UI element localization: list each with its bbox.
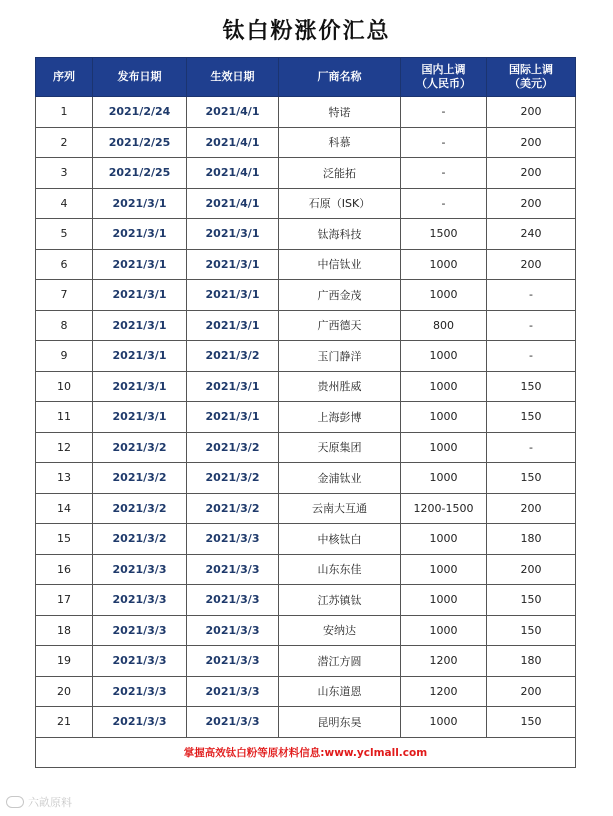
manufacturer-cell: 泛能拓 (279, 158, 401, 189)
publish-date-cell: 2021/3/1 (93, 402, 187, 433)
international-increase-cell: 200 (487, 158, 576, 189)
footer-note: 掌握高效钛白粉等原材料信息:www.yclmall.com (36, 737, 576, 767)
international-increase-cell: 200 (487, 188, 576, 219)
table-row (36, 219, 576, 250)
effective-date-cell: 2021/3/2 (187, 432, 279, 463)
domestic-increase-cell: 1000 (401, 707, 487, 738)
international-increase-cell: 150 (487, 371, 576, 402)
international-increase-cell: 200 (487, 493, 576, 524)
table-row (36, 554, 576, 585)
table-header (36, 58, 576, 97)
publish-date-cell: 2021/3/1 (93, 371, 187, 402)
effective-date-cell: 2021/4/1 (187, 97, 279, 128)
publish-date-cell: 2021/3/1 (93, 188, 187, 219)
row-index-cell: 4 (36, 188, 93, 219)
manufacturer-cell: 天原集团 (279, 432, 401, 463)
header-international-line1: 国际上调 (509, 63, 553, 76)
domestic-increase-cell: 1000 (401, 524, 487, 555)
international-increase-cell: 150 (487, 707, 576, 738)
row-index-cell: 12 (36, 432, 93, 463)
table-row (36, 127, 576, 158)
publish-date-cell: 2021/3/3 (93, 554, 187, 585)
table-row (36, 646, 576, 677)
manufacturer-cell: 中核钛白 (279, 524, 401, 555)
manufacturer-cell: 钛海科技 (279, 219, 401, 250)
international-increase-cell: 200 (487, 676, 576, 707)
domestic-increase-cell: 1000 (401, 280, 487, 311)
table-row (36, 493, 576, 524)
effective-date-cell: 2021/3/3 (187, 585, 279, 616)
manufacturer-cell: 中信钛业 (279, 249, 401, 280)
publish-date-cell: 2021/3/2 (93, 432, 187, 463)
table-row (36, 707, 576, 738)
row-index-cell: 16 (36, 554, 93, 585)
domestic-increase-cell: 1000 (401, 463, 487, 494)
publish-date-cell: 2021/3/2 (93, 493, 187, 524)
header-domestic-line1: 国内上调 (421, 63, 466, 76)
manufacturer-cell: 山东道恩 (279, 676, 401, 707)
publish-date-cell: 2021/3/3 (93, 585, 187, 616)
international-increase-cell: 200 (487, 554, 576, 585)
domestic-increase-cell: 1000 (401, 249, 487, 280)
manufacturer-cell: 上海彭博 (279, 402, 401, 433)
effective-date-cell: 2021/3/3 (187, 707, 279, 738)
manufacturer-cell: 江苏镇钛 (279, 585, 401, 616)
domestic-increase-cell: - (401, 158, 487, 189)
domestic-increase-cell: 1000 (401, 585, 487, 616)
international-increase-cell: 150 (487, 615, 576, 646)
row-index-cell: 10 (36, 371, 93, 402)
row-index-cell: 17 (36, 585, 93, 616)
row-index-cell: 19 (36, 646, 93, 677)
domestic-increase-cell: 1000 (401, 554, 487, 585)
international-increase-cell: 180 (487, 646, 576, 677)
international-increase-cell: 180 (487, 524, 576, 555)
publish-date-cell: 2021/3/3 (93, 615, 187, 646)
table-row (36, 249, 576, 280)
table-row (36, 432, 576, 463)
international-increase-cell: - (487, 280, 576, 311)
publish-date-cell: 2021/3/1 (93, 249, 187, 280)
watermark-text: 六畝原料 (28, 796, 72, 809)
publish-date-cell: 2021/3/3 (93, 676, 187, 707)
table-row (36, 585, 576, 616)
effective-date-cell: 2021/3/1 (187, 310, 279, 341)
publish-date-cell: 2021/3/2 (93, 463, 187, 494)
manufacturer-cell: 云南大互通 (279, 493, 401, 524)
effective-date-cell: 2021/3/3 (187, 676, 279, 707)
manufacturer-cell: 山东东佳 (279, 554, 401, 585)
header-domestic-increase (401, 58, 487, 97)
manufacturer-cell: 广西德天 (279, 310, 401, 341)
row-index-cell: 18 (36, 615, 93, 646)
international-increase-cell: 200 (487, 249, 576, 280)
table-row (36, 463, 576, 494)
table-body (36, 97, 576, 738)
publish-date-cell: 2021/3/2 (93, 524, 187, 555)
row-index-cell: 13 (36, 463, 93, 494)
publish-date-cell: 2021/3/3 (93, 707, 187, 738)
manufacturer-cell: 潜江方圆 (279, 646, 401, 677)
header-effective-date: 生效日期 (187, 58, 279, 97)
watermark-logo-icon (6, 796, 24, 808)
row-index-cell: 3 (36, 158, 93, 189)
effective-date-cell: 2021/3/3 (187, 554, 279, 585)
row-index-cell: 1 (36, 97, 93, 128)
price-increase-table (35, 57, 576, 768)
effective-date-cell: 2021/3/3 (187, 646, 279, 677)
manufacturer-cell: 科慕 (279, 127, 401, 158)
domestic-increase-cell: 1200 (401, 646, 487, 677)
effective-date-cell: 2021/3/1 (187, 280, 279, 311)
table-row (36, 615, 576, 646)
effective-date-cell: 2021/3/1 (187, 219, 279, 250)
effective-date-cell: 2021/3/1 (187, 402, 279, 433)
manufacturer-cell: 贵州胜威 (279, 371, 401, 402)
international-increase-cell: 200 (487, 97, 576, 128)
effective-date-cell: 2021/3/2 (187, 341, 279, 372)
manufacturer-cell: 特诺 (279, 97, 401, 128)
international-increase-cell: - (487, 432, 576, 463)
domestic-increase-cell: 1200 (401, 676, 487, 707)
effective-date-cell: 2021/4/1 (187, 127, 279, 158)
header-manufacturer: 厂商名称 (279, 58, 401, 97)
publish-date-cell: 2021/3/1 (93, 341, 187, 372)
domestic-increase-cell: 1200-1500 (401, 493, 487, 524)
domestic-increase-cell: - (401, 127, 487, 158)
row-index-cell: 14 (36, 493, 93, 524)
domestic-increase-cell: 1000 (401, 615, 487, 646)
manufacturer-cell: 玉门静洋 (279, 341, 401, 372)
table-row (36, 97, 576, 128)
row-index-cell: 2 (36, 127, 93, 158)
table-row (36, 280, 576, 311)
row-index-cell: 9 (36, 341, 93, 372)
effective-date-cell: 2021/3/1 (187, 371, 279, 402)
domestic-increase-cell: - (401, 97, 487, 128)
effective-date-cell: 2021/3/3 (187, 615, 279, 646)
effective-date-cell: 2021/3/3 (187, 524, 279, 555)
header-international-line2: （美元） (509, 77, 553, 90)
international-increase-cell: - (487, 310, 576, 341)
table-row (36, 341, 576, 372)
header-domestic-line2: （人民币） (416, 77, 471, 90)
effective-date-cell: 2021/3/2 (187, 493, 279, 524)
publish-date-cell: 2021/2/25 (93, 158, 187, 189)
footer-row (36, 737, 576, 767)
manufacturer-cell: 广西金茂 (279, 280, 401, 311)
international-increase-cell: 150 (487, 463, 576, 494)
effective-date-cell: 2021/4/1 (187, 158, 279, 189)
publish-date-cell: 2021/3/1 (93, 219, 187, 250)
international-increase-cell: - (487, 341, 576, 372)
domestic-increase-cell: 1000 (401, 432, 487, 463)
row-index-cell: 8 (36, 310, 93, 341)
domestic-increase-cell: 800 (401, 310, 487, 341)
manufacturer-cell: 昆明东昊 (279, 707, 401, 738)
header-row (36, 58, 576, 97)
header-international-increase (487, 58, 576, 97)
row-index-cell: 5 (36, 219, 93, 250)
international-increase-cell: 240 (487, 219, 576, 250)
row-index-cell: 15 (36, 524, 93, 555)
publish-date-cell: 2021/3/3 (93, 646, 187, 677)
table-footer (36, 737, 576, 767)
domestic-increase-cell: 1000 (401, 371, 487, 402)
watermark (6, 794, 72, 810)
publish-date-cell: 2021/2/24 (93, 97, 187, 128)
table-row (36, 371, 576, 402)
table-row (36, 310, 576, 341)
domestic-increase-cell: 1000 (401, 402, 487, 433)
table-row (36, 402, 576, 433)
manufacturer-cell: 金浦钛业 (279, 463, 401, 494)
manufacturer-cell: 石原（ISK） (279, 188, 401, 219)
table-row (36, 524, 576, 555)
row-index-cell: 20 (36, 676, 93, 707)
manufacturer-cell: 安纳达 (279, 615, 401, 646)
row-index-cell: 11 (36, 402, 93, 433)
row-index-cell: 6 (36, 249, 93, 280)
international-increase-cell: 150 (487, 402, 576, 433)
publish-date-cell: 2021/2/25 (93, 127, 187, 158)
table-row (36, 158, 576, 189)
domestic-increase-cell: 1500 (401, 219, 487, 250)
table-row (36, 676, 576, 707)
header-index: 序列 (36, 58, 93, 97)
domestic-increase-cell: - (401, 188, 487, 219)
header-publish-date: 发布日期 (93, 58, 187, 97)
table-row (36, 188, 576, 219)
row-index-cell: 21 (36, 707, 93, 738)
publish-date-cell: 2021/3/1 (93, 310, 187, 341)
international-increase-cell: 200 (487, 127, 576, 158)
row-index-cell: 7 (36, 280, 93, 311)
publish-date-cell: 2021/3/1 (93, 280, 187, 311)
domestic-increase-cell: 1000 (401, 341, 487, 372)
international-increase-cell: 150 (487, 585, 576, 616)
page-title: 钛白粉涨价汇总 (222, 18, 391, 44)
effective-date-cell: 2021/3/1 (187, 249, 279, 280)
effective-date-cell: 2021/3/2 (187, 463, 279, 494)
effective-date-cell: 2021/4/1 (187, 188, 279, 219)
